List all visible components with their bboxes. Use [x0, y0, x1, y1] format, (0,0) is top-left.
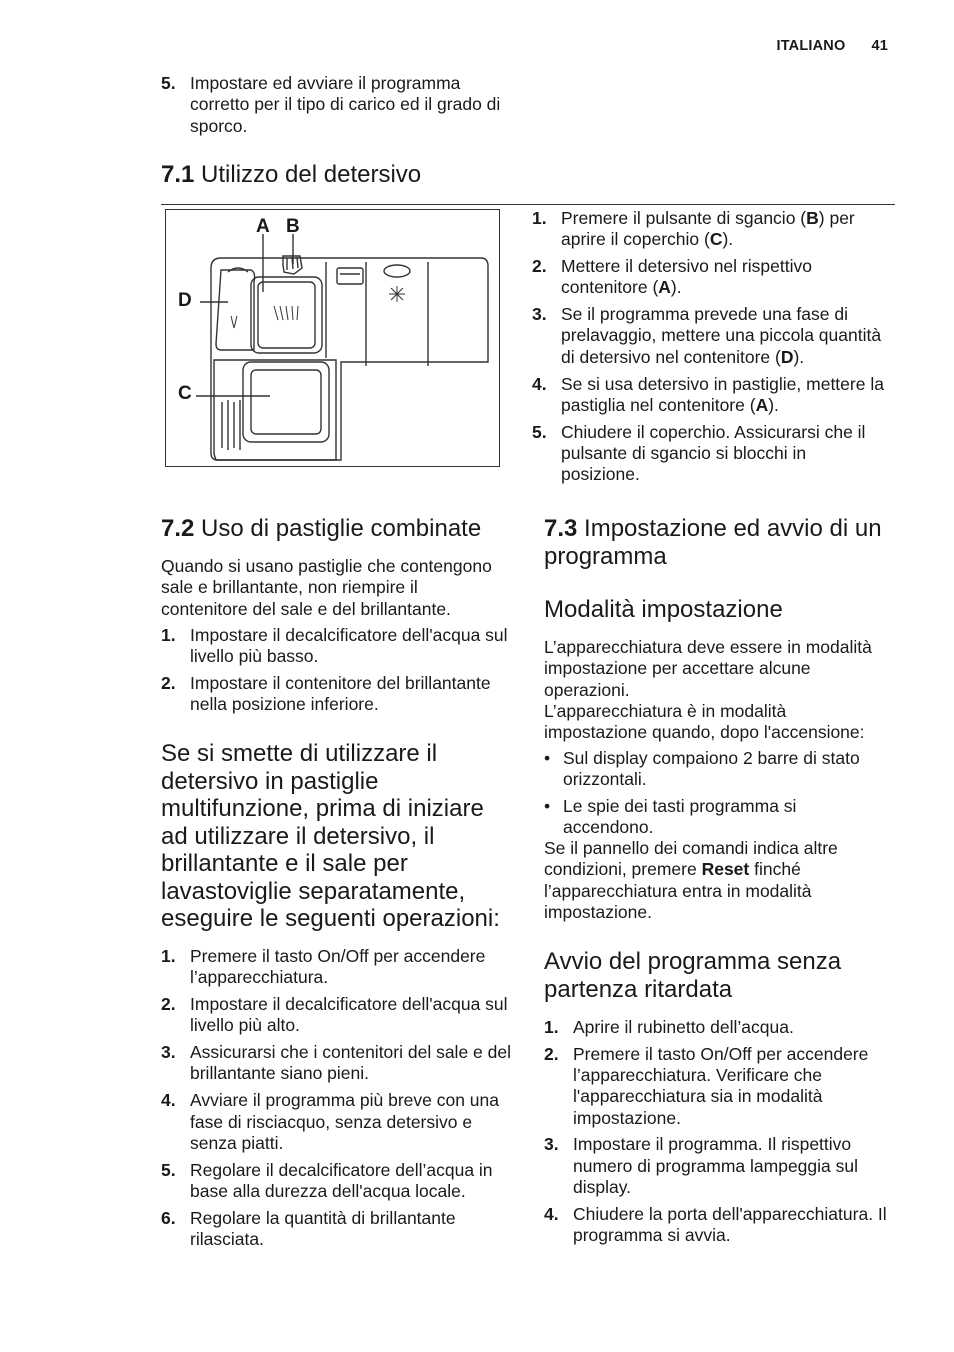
list-item — [161, 673, 513, 716]
dispenser-illustration — [166, 210, 501, 468]
page-header — [750, 38, 888, 54]
list-item — [161, 1160, 516, 1203]
step-text: Regolare il decalcificatore dell’acqua in base alla durezza dell'acqua locale. — [190, 1159, 493, 1201]
list-item — [532, 256, 886, 299]
step-number: 4. — [532, 373, 547, 394]
step-number: 1. — [544, 1017, 559, 1037]
step-number: 6. — [161, 1207, 176, 1228]
step-text: ). — [722, 229, 734, 250]
step-text: ). — [768, 394, 779, 415]
step-text: Impostare ed avviare il programma corretto per il tipo di carico ed il grado di sporco. — [190, 73, 501, 136]
step-number: 5. — [161, 73, 176, 93]
start-steps — [544, 1017, 899, 1252]
step-text: Se il programma prevede una fase di prelavaggio, mettere una piccola quantità di detersivo nel contenitore ( — [561, 304, 882, 367]
multifunction-steps — [161, 946, 516, 1256]
step-text: Impostare il contenitore del brillantante nella posizione inferiore. — [190, 673, 491, 715]
list-item: • Sul display compaiono 2 barre di stato orizzontali. — [544, 748, 889, 791]
paragraph-text: finché l’apparecchiatura entra in modalità impostazione. — [544, 859, 812, 922]
label-b: B — [286, 216, 300, 237]
step-text: Aprire il rubinetto dell’acqua. — [573, 1017, 794, 1037]
list-item — [532, 304, 886, 368]
step-number: 1. — [532, 208, 547, 228]
paragraph-text: Se il pannello dei comandi indica altre condizioni, premere — [544, 838, 838, 880]
list-item — [161, 73, 521, 137]
step-number: 5. — [532, 421, 547, 442]
step-bold: A — [755, 394, 769, 415]
step-text: Premere il tasto On/Off per accendere l’apparecchiatura. — [190, 946, 486, 988]
label-d: D — [178, 290, 192, 311]
step-number: 1. — [161, 946, 176, 966]
list-item — [161, 946, 516, 989]
section-7-1-heading — [161, 161, 421, 189]
language-label: ITALIANO — [776, 38, 846, 54]
section-title: Impostazione ed avvio di un programma — [544, 515, 882, 570]
list-item — [532, 208, 886, 251]
section-number: 7.1 — [161, 161, 195, 188]
step-text: Chiudere la porta dell'apparecchiatura. Il programma si avvia. — [573, 1203, 887, 1246]
step-text: ) per aprire il coperchio ( — [561, 208, 855, 250]
list-item — [161, 994, 516, 1037]
list-item — [532, 374, 886, 417]
step-bold: B — [806, 208, 819, 228]
multifunction-subheading: Se si smette di utilizzare il detersivo in pastiglie multifunzione, prima di iniziare ad utilizzare il detersivo, il brillantante e il sale per lavastoviglie separatamente, eseguire le seguenti operazioni: — [161, 740, 500, 932]
step-text: Chiudere il coperchio. Assicurarsi che il pulsante di sgancio si blocchi in posizione. — [561, 421, 866, 485]
section-number: 7.2 — [161, 515, 195, 542]
list-item: • Le spie dei tasti programma si accendono. — [544, 796, 889, 839]
list-item — [161, 625, 513, 668]
mode-bullets — [544, 748, 889, 844]
step-text: Premere il tasto On/Off per accendere l’apparecchiatura. Verificare che l'apparecchiatura sia in modalità impostazione. — [573, 1043, 869, 1128]
section-7-1-steps — [532, 208, 886, 491]
section-7-2-intro: Quando si usano pastiglie che contengono sale e brillantante, non riempire il contenitore del sale e del brillantante. — [161, 556, 492, 619]
list-item — [161, 1042, 516, 1085]
step-number: 3. — [161, 1042, 176, 1063]
step-text: Impostare il decalcificatore dell'acqua sul livello più basso. — [190, 625, 508, 667]
step-number: 2. — [161, 994, 176, 1015]
step-text: Impostare il decalcificatore dell'acqua sul livello più alto. — [190, 994, 508, 1036]
section-number: 7.3 — [544, 515, 578, 542]
step-text: Se si usa detersivo in pastiglie, mettere la pastiglia nel contenitore ( — [561, 373, 884, 415]
step-number: 1. — [161, 625, 176, 645]
step-number: 2. — [532, 256, 547, 277]
list-item — [161, 1090, 516, 1154]
step-text: Mettere il detersivo nel rispettivo contenitore ( — [561, 256, 812, 298]
step-bold: C — [709, 229, 723, 250]
step-text: ). — [670, 277, 682, 298]
list-item — [544, 1204, 899, 1247]
section-7-2-heading — [161, 515, 481, 543]
step-number: 2. — [544, 1043, 559, 1064]
step-number: 3. — [544, 1134, 559, 1155]
section-7-3-heading — [544, 515, 894, 571]
step-number: 4. — [544, 1203, 559, 1224]
list-item — [544, 1044, 899, 1129]
section-title: Uso di pastiglie combinate — [201, 515, 482, 542]
step-text: Regolare la quantità di brillantante rilasciata. — [190, 1207, 456, 1250]
step-text: Premere il pulsante di sgancio ( — [561, 208, 807, 228]
step-number: 4. — [161, 1090, 176, 1111]
mode-paragraph-2: L’apparecchiatura è in modalità impostazione quando, dopo l'accensione: — [544, 701, 865, 743]
step-text: Avviare il programma più breve con una fase di risciacquo, senza detersivo e senza piatti. — [190, 1090, 500, 1153]
page-number: 41 — [871, 38, 888, 54]
section-rule — [161, 204, 895, 205]
mode-paragraph-3 — [544, 838, 889, 923]
step-number: 2. — [161, 673, 176, 694]
list-item — [161, 1208, 516, 1251]
label-c: C — [178, 383, 192, 404]
list-item — [532, 422, 886, 486]
list-item — [544, 1134, 899, 1198]
step-text: ). — [793, 346, 805, 367]
step-number: 5. — [161, 1159, 176, 1180]
step-text: Assicurarsi che i contenitori del sale e del brillantante siano pieni. — [190, 1042, 511, 1084]
step-number: 3. — [532, 304, 547, 325]
intro-step-list — [161, 73, 521, 142]
list-item — [544, 1017, 899, 1038]
detergent-dispenser-figure — [165, 209, 500, 467]
start-heading: Avvio del programma senza partenza ritardata — [544, 948, 842, 1003]
reset-label: Reset — [701, 859, 750, 880]
section-7-2-steps — [161, 625, 513, 721]
step-bold: A — [658, 277, 671, 298]
mode-paragraph-1: L’apparecchiatura deve essere in modalità impostazione per accettare alcune operazioni. — [544, 637, 872, 700]
label-a: A — [256, 216, 270, 237]
section-title: Utilizzo del detersivo — [201, 161, 422, 188]
step-text: Impostare il programma. Il rispettivo numero di programma lampeggia sul display. — [573, 1134, 858, 1198]
mode-heading: Modalità impostazione — [544, 596, 783, 623]
step-bold: D — [780, 346, 794, 367]
